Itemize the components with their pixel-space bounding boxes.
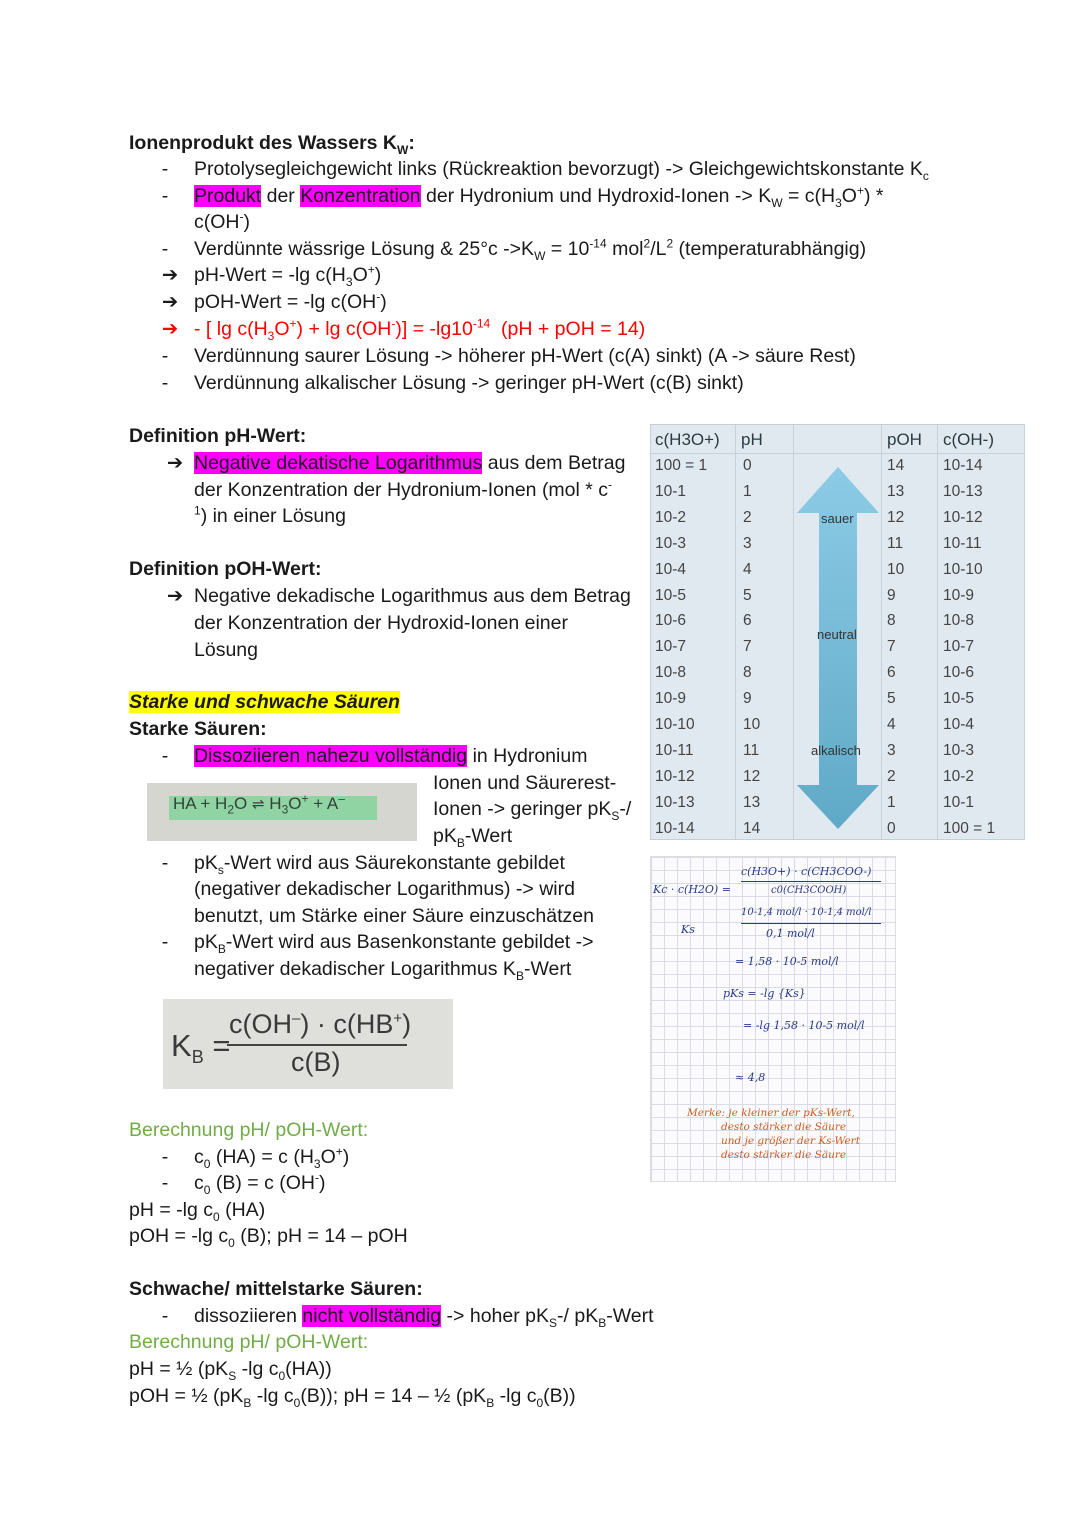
arrow-icon: ➔	[161, 291, 179, 313]
hw-merke-2: desto stärker die Säure	[721, 1121, 847, 1133]
calc-title-weak: Berechnung pH/ pOH-Wert:	[129, 1331, 369, 1353]
table-cell-c-h3o: 10-3	[655, 534, 687, 552]
table-cell-c-h3o: 10-11	[655, 741, 694, 759]
table-cell-c-h3o: 10-9	[655, 690, 687, 708]
label-alkalisch: alkalisch	[811, 743, 861, 758]
kw-bullet-3: Verdünnte wässrige Lösung & 25°c $->K_W = 10^{-14}$ $mol^2/L^2$ (temperaturabhängig)	[194, 236, 867, 263]
bullet-dash: -	[161, 345, 169, 367]
hw-result-ks: = 1,58 · 10-5 mol/l	[735, 955, 839, 968]
ph-definition-line-2: der Konzentration der Hydronium-Ionen (mol * c-	[194, 477, 613, 501]
table-cell-c-h3o: 10-4	[655, 560, 687, 578]
hw-merke-4: desto stärker die Säure	[721, 1149, 847, 1161]
table-cell-c-h3o: 100 = 1	[655, 457, 708, 474]
poh-weak-formula: pOH = ½ ($pK_B$ -lg $c_0(B)$); pH = 14 – ½ ($pK_B$ -lg $c_0(B)$)	[129, 1385, 576, 1410]
strong-acid-line-4: $pK_B$-Wert	[433, 825, 513, 850]
table-cell-ph: 14	[743, 819, 761, 837]
arrow-icon: ➔	[166, 452, 184, 474]
highlight-dissoziieren: Dissoziieren nahezu vollständig	[194, 745, 468, 767]
poh-definition-line-1: Negative dekadische Logarithmus aus dem Betrag	[194, 585, 631, 607]
table-cell-c-oh: 10-3	[943, 741, 975, 759]
table-header-c-oh: c(OH-)	[943, 430, 994, 449]
table-cell-ph: 11	[743, 741, 760, 759]
ph-definition-line-1: Negative dekatische Logarithmus aus dem Betrag	[194, 452, 626, 474]
table-cell-c-oh: 10-2	[943, 767, 975, 785]
weak-acid-line: dissoziieren nicht vollständig -> hoher $pK_S-/$ $pK_B$-Wert	[194, 1305, 654, 1330]
table-cell-poh: 7	[887, 638, 896, 656]
table-cell-c-h3o: 10-12	[655, 767, 695, 785]
table-cell-c-oh: 10-11	[943, 534, 982, 552]
highlight-konzentration: Konzentration	[300, 185, 421, 207]
calc-title-strong: Berechnung pH/ pOH-Wert:	[129, 1119, 369, 1141]
handwritten-calculation-image	[650, 856, 896, 1182]
table-cell-ph: 10	[743, 716, 761, 733]
bullet-dash: -	[161, 158, 169, 180]
strong-acid-line-1: Dissoziieren nahezu vollständig in Hydronium	[194, 745, 588, 767]
subsection-starke-saeuren: Starke Säuren:	[129, 718, 267, 740]
highlight-nicht-vollstaendig: nicht vollständig	[302, 1305, 442, 1327]
table-cell-ph: 7	[743, 638, 752, 656]
ph-strong-formula: pH = -lg $c_0$ (HA)	[129, 1199, 266, 1224]
table-cell-ph: 0	[743, 457, 752, 474]
table-cell-poh: 9	[887, 586, 896, 604]
table-cell-ph: 4	[743, 560, 752, 578]
acid-equation-image	[147, 783, 417, 841]
hw-ks-label: Ks	[681, 923, 695, 936]
ph-weak-formula: pH = ½ ($pK_S$ -lg $c_0(HA)$)	[129, 1358, 332, 1383]
table-cell-poh: 4	[887, 716, 896, 733]
hw-kc: Kc · c(H2O) =	[653, 883, 731, 896]
bullet-dash: -	[161, 931, 169, 953]
table-cell-ph: 3	[743, 534, 752, 552]
subsection-schwache-saeuren: Schwache/ mittelstarke Säuren:	[129, 1278, 423, 1300]
table-cell-c-oh: 10-7	[943, 638, 975, 656]
table-cell-c-oh: 10-9	[943, 586, 975, 604]
bullet-dash: -	[161, 852, 169, 874]
kw-bullet-2-cont: c(OH-)	[194, 209, 250, 233]
hw-frac2-den: 0,1 mol/l	[766, 927, 815, 940]
label-neutral: neutral	[817, 627, 857, 642]
table-cell-ph: 13	[743, 793, 761, 811]
arrow-icon: ➔	[161, 264, 179, 286]
pks-line-1: $pK_s$-Wert wird aus Säurekonstante gebildet	[194, 852, 565, 877]
table-cell-ph: 6	[743, 612, 752, 630]
table-cell-c-oh: 10-10	[943, 560, 983, 578]
table-cell-poh: 2	[887, 767, 896, 785]
kw-bullet-2: Produkt der Konzentration der Hydronium und Hydroxid-Ionen -> $K_W = c(H_3O^+)$ *	[194, 183, 884, 210]
hw-merke-1: Merke: je kleiner der pKs-Wert,	[687, 1107, 855, 1119]
table-header-c-h3o: c(H3O+)	[655, 430, 720, 449]
hw-frac1-num: c(H3O+) · c(CH3COO-)	[741, 865, 872, 878]
table-cell-poh: 5	[887, 690, 896, 708]
pks-line-3: benutzt, um Stärke einer Säure einzuschätzen	[194, 905, 594, 927]
table-cell-ph: 8	[743, 664, 752, 682]
bullet-dash: -	[161, 745, 169, 767]
table-cell-c-oh: 10-14	[943, 457, 983, 474]
table-cell-c-oh: 10-6	[943, 664, 975, 682]
acid-equation: HA + $H_2O$ ⇌ $H_3O^+ + A^-$	[173, 791, 345, 817]
pkb-line-1: $pK_B$-Wert wird aus Basenkonstante gebildet ->	[194, 931, 594, 956]
strong-acid-line-2: Ionen und Säurerest-	[433, 772, 617, 794]
table-cell-ph: 2	[743, 508, 752, 526]
table-cell-ph: 12	[743, 767, 761, 785]
table-cell-ph: 5	[743, 586, 752, 604]
poh-strong-formula: pOH = -lg $c_0$ (B); pH = 14 – pOH	[129, 1225, 408, 1250]
kw-bullet-1: Protolysegleichgewicht links (Rückreaktion bevorzugt) -> Gleichgewichtskonstante $K_c$	[194, 158, 929, 183]
bullet-dash: -	[161, 1305, 169, 1327]
table-cell-c-h3o: 10-5	[655, 586, 687, 604]
arrow-icon: ➔	[161, 318, 179, 340]
poh-definition-line-2: der Konzentration der Hydroxid-Ionen einer	[194, 612, 568, 634]
kb-formula-image: $K_B$ = c(OH–) · c(HB+) c(B)	[163, 999, 453, 1089]
table-cell-poh: 12	[887, 508, 905, 526]
table-cell-ph: 1	[743, 482, 752, 500]
table-header-poh: pOH	[887, 430, 922, 449]
table-cell-c-h3o: 10-1	[655, 482, 687, 500]
table-cell-poh: 6	[887, 664, 896, 682]
kw-bullet-5: Verdünnung alkalischer Lösung -> geringer pH-Wert (c(B) sinkt)	[194, 372, 744, 394]
table-cell-poh: 8	[887, 612, 896, 630]
table-cell-ph: 9	[743, 690, 752, 708]
table-cell-poh: 14	[887, 457, 905, 474]
table-cell-c-h3o: 10-13	[655, 793, 695, 811]
hw-pks-calc: = -lg 1,58 · 10-5 mol/l	[743, 1019, 865, 1032]
table-cell-c-oh: 100 = 1	[943, 819, 996, 837]
ph-poh-sum-formula: - [ $\lg c(H_3O^+) + \lg c(OH^-)] = -\lg 10^{-14}$ (pH + pOH = 14)	[194, 316, 646, 343]
table-cell-c-oh: 10-13	[943, 482, 983, 500]
pkb-line-2: negativer dekadischer Logarithmus $K_B$-Wert	[194, 958, 572, 983]
hw-frac1-den: c0(CH3COOH)	[771, 885, 847, 896]
section-title-ionenprodukt: Ionenprodukt des Wassers $K_W$:	[129, 132, 415, 157]
pks-line-2: (negativer dekadischer Logarithmus) -> wird	[194, 878, 575, 900]
table-cell-poh: 13	[887, 482, 905, 500]
table-cell-c-oh: 10-12	[943, 508, 983, 526]
hw-frac2-num: 10-1,4 mol/l · 10-1,4 mol/l	[741, 907, 872, 918]
arrow-icon: ➔	[166, 585, 184, 607]
table-cell-poh: 1	[887, 793, 896, 811]
table-cell-c-h3o: 10-14	[655, 819, 695, 837]
bullet-dash: -	[161, 372, 169, 394]
strong-acid-line-3: Ionen -> geringer $pK_S-/$	[433, 798, 632, 823]
table-cell-c-h3o: 10-6	[655, 612, 687, 630]
table-cell-c-oh: 10-1	[943, 793, 975, 811]
ph-formula: pH-Wert = -lg $c(H_3O^+)$	[194, 262, 382, 289]
table-cell-poh: 0	[887, 819, 896, 837]
section-title-ph: Definition pH-Wert:	[129, 425, 307, 447]
hw-pks-def: pKs = -lg {Ks}	[723, 987, 806, 1000]
table-cell-c-oh: 10-8	[943, 612, 975, 630]
table-cell-c-h3o: 10-7	[655, 638, 687, 656]
hw-approx: ≈ 4,8	[735, 1071, 766, 1084]
ph-definition-line-3: $^1$) in einer Lösung	[194, 503, 346, 527]
bullet-dash: -	[161, 1146, 169, 1168]
section-title-poh: Definition pOH-Wert:	[129, 558, 322, 580]
section-heading-saeuren: Starke und schwache Säuren	[129, 691, 400, 713]
poh-formula: pOH-Wert = -lg c(OH-)	[194, 289, 387, 313]
table-header-ph: pH	[741, 430, 763, 449]
table-cell-c-h3o: 10-2	[655, 508, 687, 526]
bullet-dash: -	[161, 185, 169, 207]
table-cell-poh: 11	[887, 534, 904, 552]
c0-b: $c_0$ (B) = c (OH-)	[194, 1170, 326, 1197]
ph-scale-table	[650, 424, 1025, 840]
c0-ha: $c_0$ (HA) = c $(H_3O^+)$	[194, 1144, 350, 1171]
table-cell-c-h3o: 10-8	[655, 664, 687, 682]
poh-definition-line-3: Lösung	[194, 639, 258, 661]
highlight-produkt: Produkt	[194, 185, 262, 207]
table-cell-c-oh: 10-4	[943, 716, 975, 733]
label-sauer: sauer	[821, 511, 854, 526]
highlight-negative-logarithmus: Negative dekatische Logarithmus	[194, 452, 483, 474]
table-cell-c-h3o: 10-10	[655, 716, 695, 733]
table-cell-poh: 10	[887, 560, 905, 578]
kw-bullet-4: Verdünnung saurer Lösung -> höherer pH-Wert (c(A) sinkt) (A -> säure Rest)	[194, 345, 856, 367]
bullet-dash: -	[161, 1172, 169, 1194]
bullet-dash: -	[161, 238, 169, 260]
hw-merke-3: und je größer der Ks-Wert	[721, 1135, 860, 1147]
table-cell-poh: 3	[887, 741, 896, 759]
table-cell-c-oh: 10-5	[943, 690, 975, 708]
